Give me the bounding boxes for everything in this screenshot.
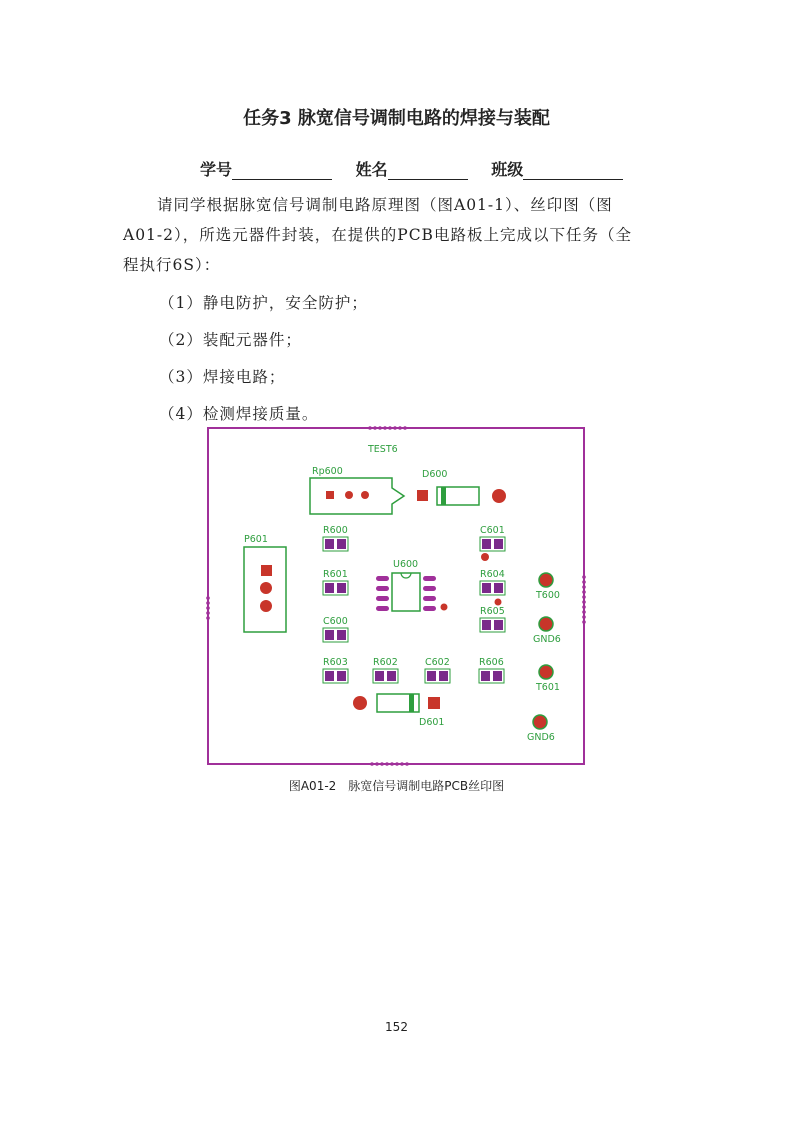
d600-pad-round — [492, 489, 506, 503]
via-2 — [441, 604, 448, 611]
c601-pad-1 — [482, 539, 491, 549]
d601-label: D601 — [419, 717, 445, 728]
c601-label: C601 — [480, 525, 505, 536]
t601-label: T601 — [536, 682, 560, 693]
name-label: 姓名 — [355, 160, 388, 179]
r606-label: R606 — [479, 657, 504, 668]
rp600-pad-1 — [326, 491, 334, 499]
t600-pad — [539, 573, 553, 587]
c601-pad-2 — [494, 539, 503, 549]
r605-label: R605 — [480, 606, 505, 617]
r602-label: R602 — [373, 657, 398, 668]
c600-label: C600 — [323, 616, 348, 627]
r602-pad-1 — [375, 671, 384, 681]
gnd6-label-upper: GND6 — [533, 634, 561, 645]
intro-line-2: A01-2），所选元器件封装，在提供的PCB电路板上完成以下任务（全 — [123, 226, 632, 244]
c602-label: C602 — [425, 657, 450, 668]
r603-label: R603 — [323, 657, 348, 668]
task-item-2: （2）装配元器件； — [159, 331, 302, 349]
task-list — [159, 285, 368, 433]
intro-line-3: 程执行6S）： — [123, 256, 221, 274]
r600-pad-2 — [337, 539, 346, 549]
gnd6-pad-upper — [539, 617, 553, 631]
t600-label: T600 — [536, 590, 560, 601]
page-number: 152 — [385, 1020, 408, 1034]
intro-paragraph — [123, 190, 675, 280]
student-id-label: 学号 — [200, 160, 233, 179]
via-1 — [481, 553, 489, 561]
page-title: 任务3 脉宽信号调制电路的焊接与装配 — [243, 108, 550, 129]
student-id-blank — [232, 161, 332, 180]
rp600-pad-3 — [361, 491, 369, 499]
c600-pad-2 — [337, 630, 346, 640]
p601-pad-1 — [261, 565, 272, 576]
rp600-label: Rp600 — [312, 466, 343, 477]
d600-pad-square — [417, 490, 428, 501]
intro-line-1: 请同学根据脉宽信号调制电路原理图（图A01-1）、丝印图（图 — [157, 196, 613, 214]
via-3 — [495, 599, 502, 606]
c600-pad-1 — [325, 630, 334, 640]
p601-pad-2 — [260, 582, 272, 594]
name-blank — [388, 161, 468, 180]
board-outline — [208, 428, 584, 764]
r604-label: R604 — [480, 569, 505, 580]
p601-label: P601 — [244, 534, 268, 545]
d601-pad-square — [428, 697, 440, 709]
r600-label: R600 — [323, 525, 348, 536]
d601-band — [409, 694, 414, 712]
pcb-silkscreen-figure — [200, 422, 592, 772]
gnd6-pad-lower — [533, 715, 547, 729]
r606-pad-1 — [481, 671, 490, 681]
figure-caption: 图A01-2 脉宽信号调制电路PCB丝印图 — [288, 779, 505, 793]
d601-pad-round — [353, 696, 367, 710]
r602-pad-2 — [387, 671, 396, 681]
r601-pad-2 — [337, 583, 346, 593]
p601-pad-3 — [260, 600, 272, 612]
gnd6-label-lower: GND6 — [527, 732, 555, 743]
rp600-pad-2 — [345, 491, 353, 499]
r605-pad-1 — [482, 620, 491, 630]
task-item-1: （1）静电防护，安全防护； — [159, 294, 368, 312]
class-label: 班级 — [491, 160, 524, 179]
c602-pad-2 — [439, 671, 448, 681]
task-item-3: （3）焊接电路； — [159, 368, 286, 386]
r603-pad-2 — [337, 671, 346, 681]
d600-label: D600 — [422, 469, 448, 480]
class-blank — [523, 161, 623, 180]
r604-pad-2 — [494, 583, 503, 593]
r600-pad-1 — [325, 539, 334, 549]
student-info-line — [200, 157, 640, 180]
r604-pad-1 — [482, 583, 491, 593]
r605-pad-2 — [494, 620, 503, 630]
c602-pad-1 — [427, 671, 436, 681]
r606-pad-2 — [493, 671, 502, 681]
test6-label: TEST6 — [368, 444, 398, 455]
t601-pad — [539, 665, 553, 679]
r601-label: R601 — [323, 569, 348, 580]
r601-pad-1 — [325, 583, 334, 593]
u600-label: U600 — [393, 559, 419, 570]
d600-band — [441, 487, 446, 505]
r603-pad-1 — [325, 671, 334, 681]
task-item-4: （4）检测焊接质量。 — [159, 405, 319, 423]
